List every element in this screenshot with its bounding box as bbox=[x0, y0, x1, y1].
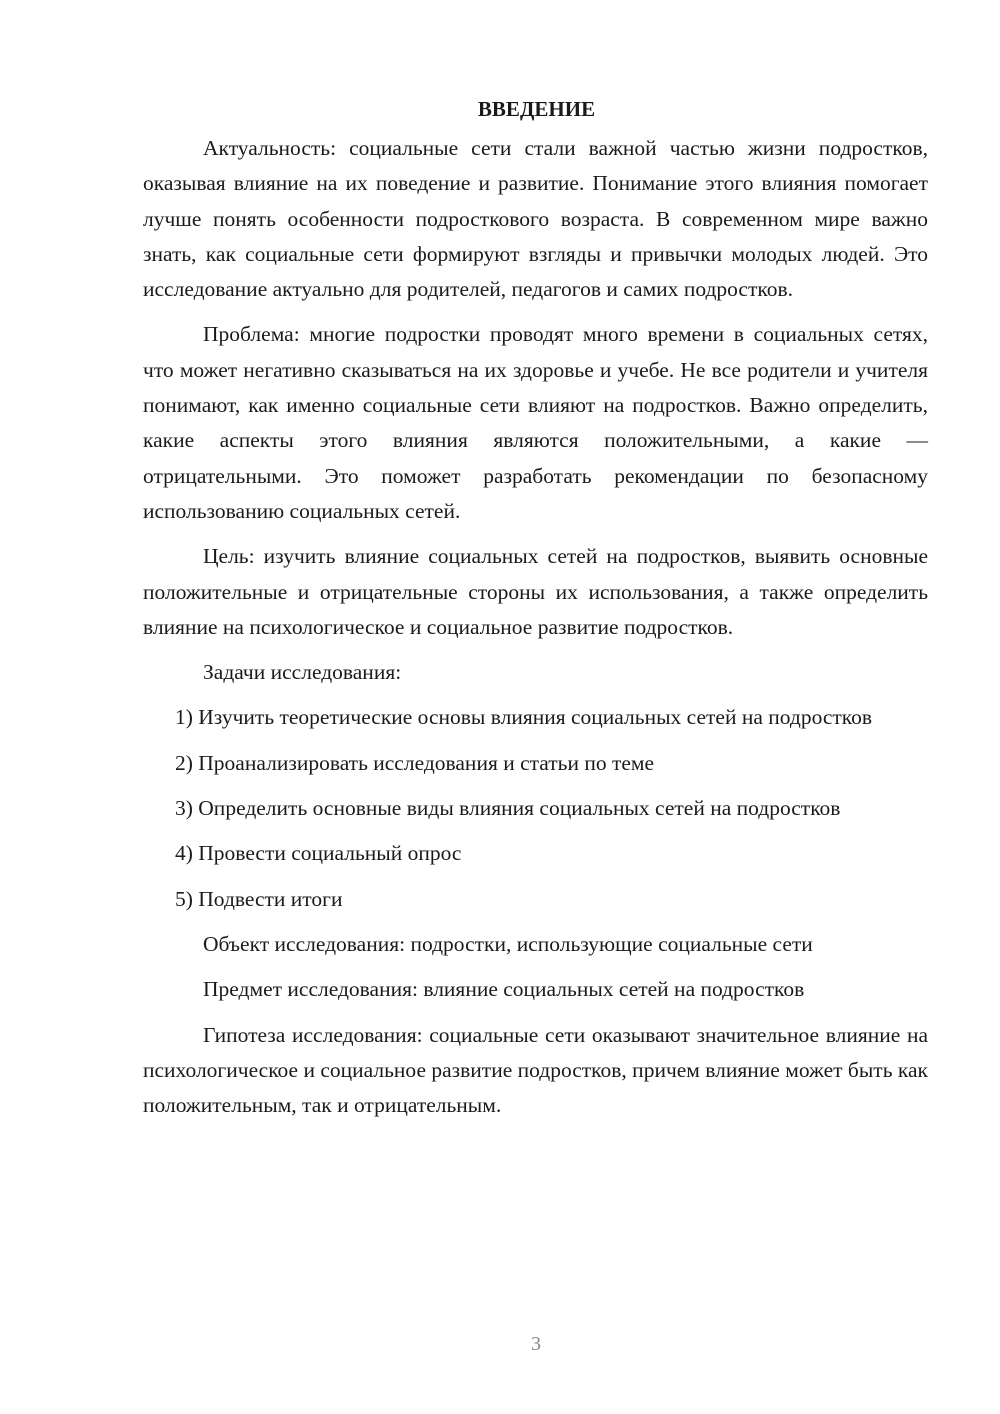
task-item-5: 5) Подвести итоги bbox=[175, 886, 343, 911]
tasks-heading: Задачи исследования: bbox=[203, 660, 402, 685]
page-title: ВВЕДЕНИЕ bbox=[477, 97, 596, 121]
task-item-3: 3) Определить основные виды влияния социальных сетей на подростков bbox=[175, 796, 841, 821]
paragraph-goal: Цель: изучить влияние социальных сетей на подростков, выявить основные положительные и отрицательные стороны их использования, а также определить влияние на психологическое и социальное развитие подростков. bbox=[143, 544, 928, 639]
task-item-2: 2) Проанализировать исследования и статьи по теме bbox=[175, 750, 655, 775]
research-subject: Предмет исследования: влияние социальных сетей на подростков bbox=[203, 977, 805, 1002]
page-number: 3 bbox=[531, 1333, 541, 1355]
task-item-4: 4) Провести социальный опрос bbox=[175, 841, 462, 866]
paragraph-problem: Проблема: многие подростки проводят много времени в социальных сетях, что может негативно сказываться на их здоровье и учебе. Не все родители и учителя понимают, как именно социальные сети влияют на подростков. Важно определить, какие аспекты этого влияния являются положительными, а какие — отрицательными. Это поможет разработать рекомендации по безопасному использованию социальных сетей. bbox=[143, 322, 928, 523]
paragraph-relevance: Актуальность: социальные сети стали важной частью жизни подростков, оказывая влияние на их поведение и развитие. Понимание этого влияния помогает лучше понять особенности подросткового возраста. В современном мире важно знать, как социальные сети формируют взгляды и привычки молодых людей. Это исследование актуально для родителей, педагогов и самих подростков. bbox=[143, 136, 928, 302]
research-hypothesis: Гипотеза исследования: социальные сети оказывают значительное влияние на психологическое и социальное развитие подростков, причем влияние может быть как положительным, так и отрицательным. bbox=[143, 1022, 928, 1118]
research-object: Объект исследования: подростки, использующие социальные сети bbox=[203, 931, 813, 956]
task-item-1: 1) Изучить теоретические основы влияния социальных сетей на подростков bbox=[175, 705, 873, 730]
document-page bbox=[143, 92, 928, 1133]
